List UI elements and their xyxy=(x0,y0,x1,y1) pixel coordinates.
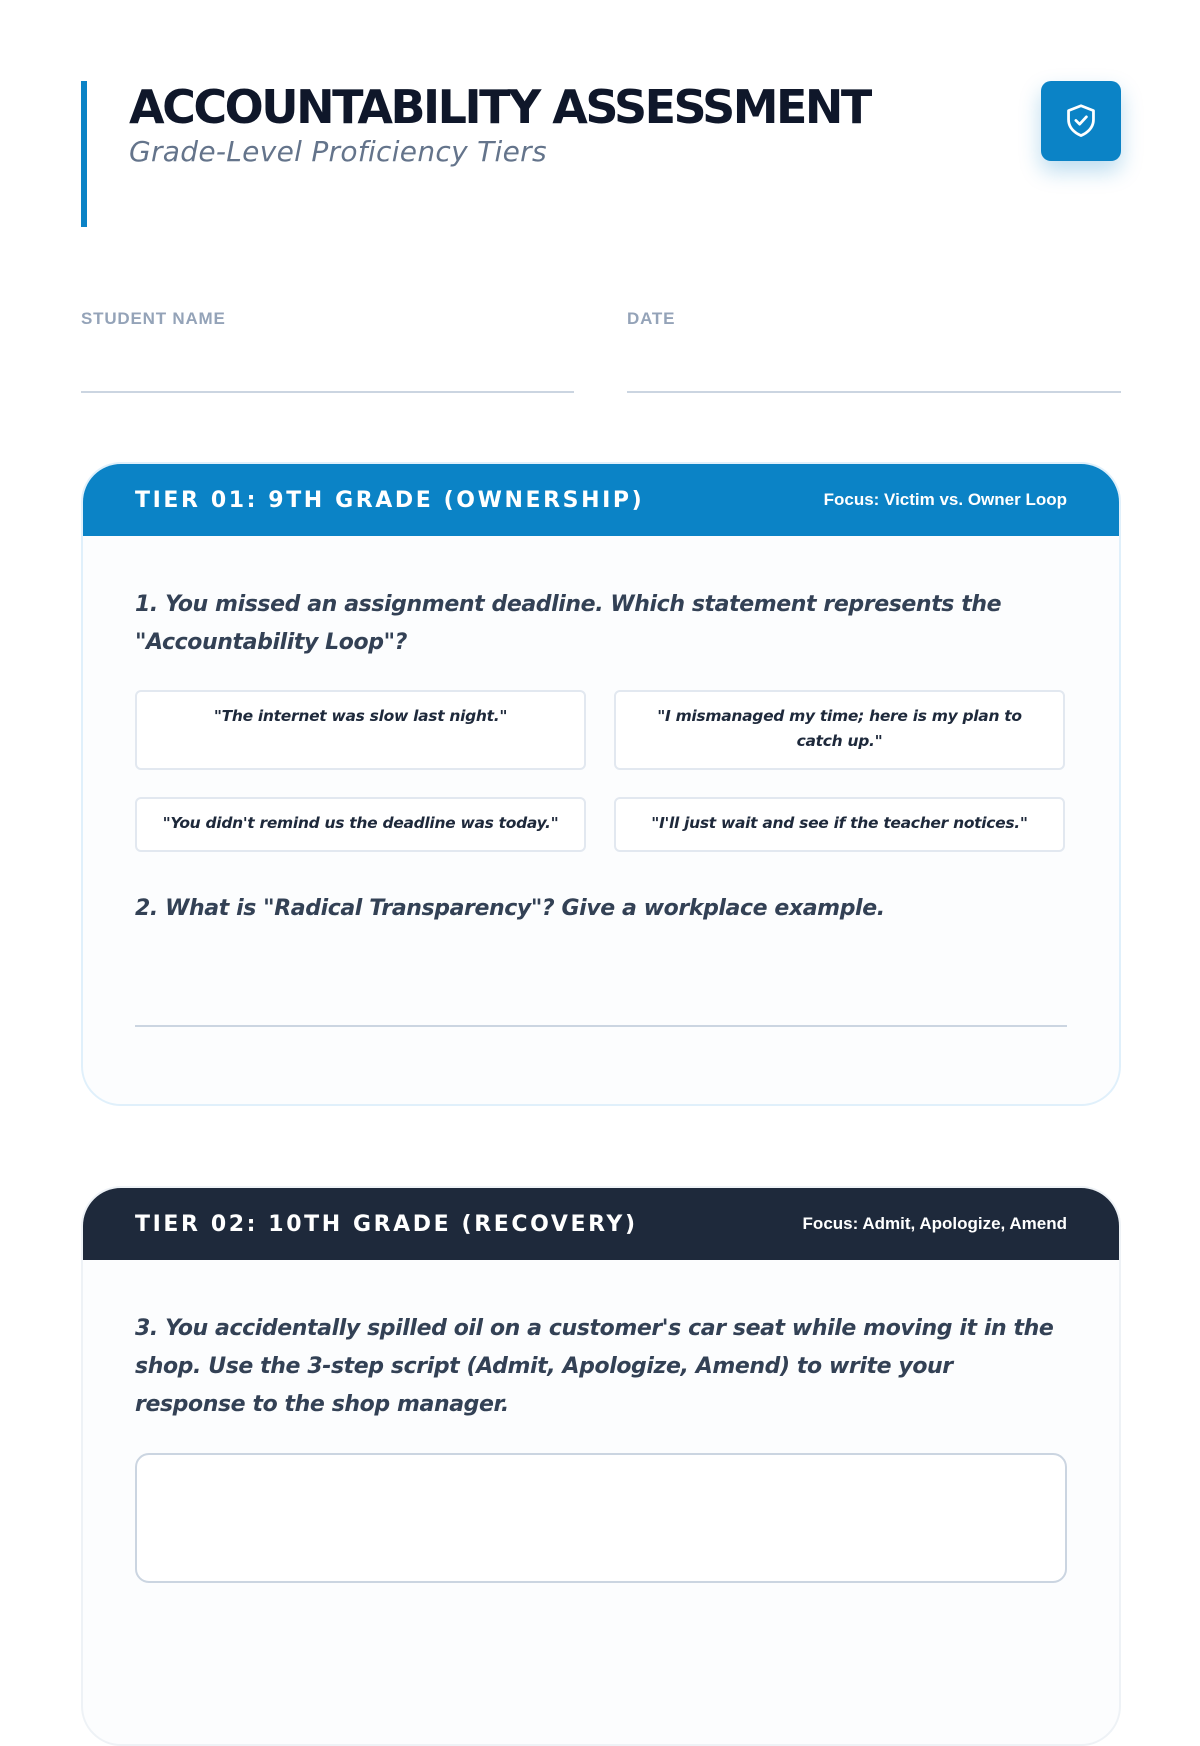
date-field[interactable] xyxy=(627,309,1121,393)
worksheet-page xyxy=(81,80,1121,1417)
option-c[interactable]: "You didn't remind us the deadline was today." xyxy=(135,797,586,852)
tier-2-header xyxy=(83,1188,1119,1260)
tier-2-focus: Focus: Admit, Apologize, Amend xyxy=(802,1214,1067,1233)
page-title: ACCOUNTABILITY ASSESSMENT xyxy=(129,80,870,134)
shield-check-icon xyxy=(1064,103,1098,139)
option-d[interactable]: "I'll just wait and see if the teacher notices." xyxy=(614,797,1065,852)
student-info-fields xyxy=(81,309,1121,391)
tier-1-card xyxy=(81,462,1121,1106)
tier-2-body xyxy=(83,1310,1119,1583)
tier-1-title: TIER 01: 9TH GRADE (OWNERSHIP) xyxy=(135,487,645,513)
question-2: 2. What is "Radical Transparency"? Give a workplace example. xyxy=(135,896,885,921)
page-subtitle: Grade-Level Proficiency Tiers xyxy=(129,135,547,168)
question-3-answer-box[interactable] xyxy=(135,1453,1067,1583)
student-name-label: STUDENT NAME xyxy=(81,309,226,328)
tier-1-body xyxy=(83,586,1119,1027)
tier-2-card xyxy=(81,1186,1121,1746)
tier-1-focus: Focus: Victim vs. Owner Loop xyxy=(823,490,1067,509)
option-a[interactable]: "The internet was slow last night." xyxy=(135,690,586,770)
student-name-field[interactable] xyxy=(81,309,574,393)
tier-2-title: TIER 02: 10TH GRADE (RECOVERY) xyxy=(135,1211,638,1237)
date-label: DATE xyxy=(627,309,676,328)
question-1: 1. You missed an assignment deadline. Which statement represents the "Accountability Loop"? xyxy=(135,592,1002,655)
question-1-options xyxy=(135,690,1067,852)
tier-1-header xyxy=(83,464,1119,536)
question-2-answer-line[interactable] xyxy=(135,1025,1067,1027)
question-3: 3. You accidentally spilled oil on a customer's car seat while moving it in the shop. Use the 3-step script (Admit, Apologize, Amend) to write your response to the shop manager. xyxy=(135,1316,1054,1417)
option-b[interactable]: "I mismanaged my time; here is my plan to catch up." xyxy=(614,690,1065,770)
shield-badge xyxy=(1041,81,1121,161)
page-header xyxy=(81,81,1121,227)
